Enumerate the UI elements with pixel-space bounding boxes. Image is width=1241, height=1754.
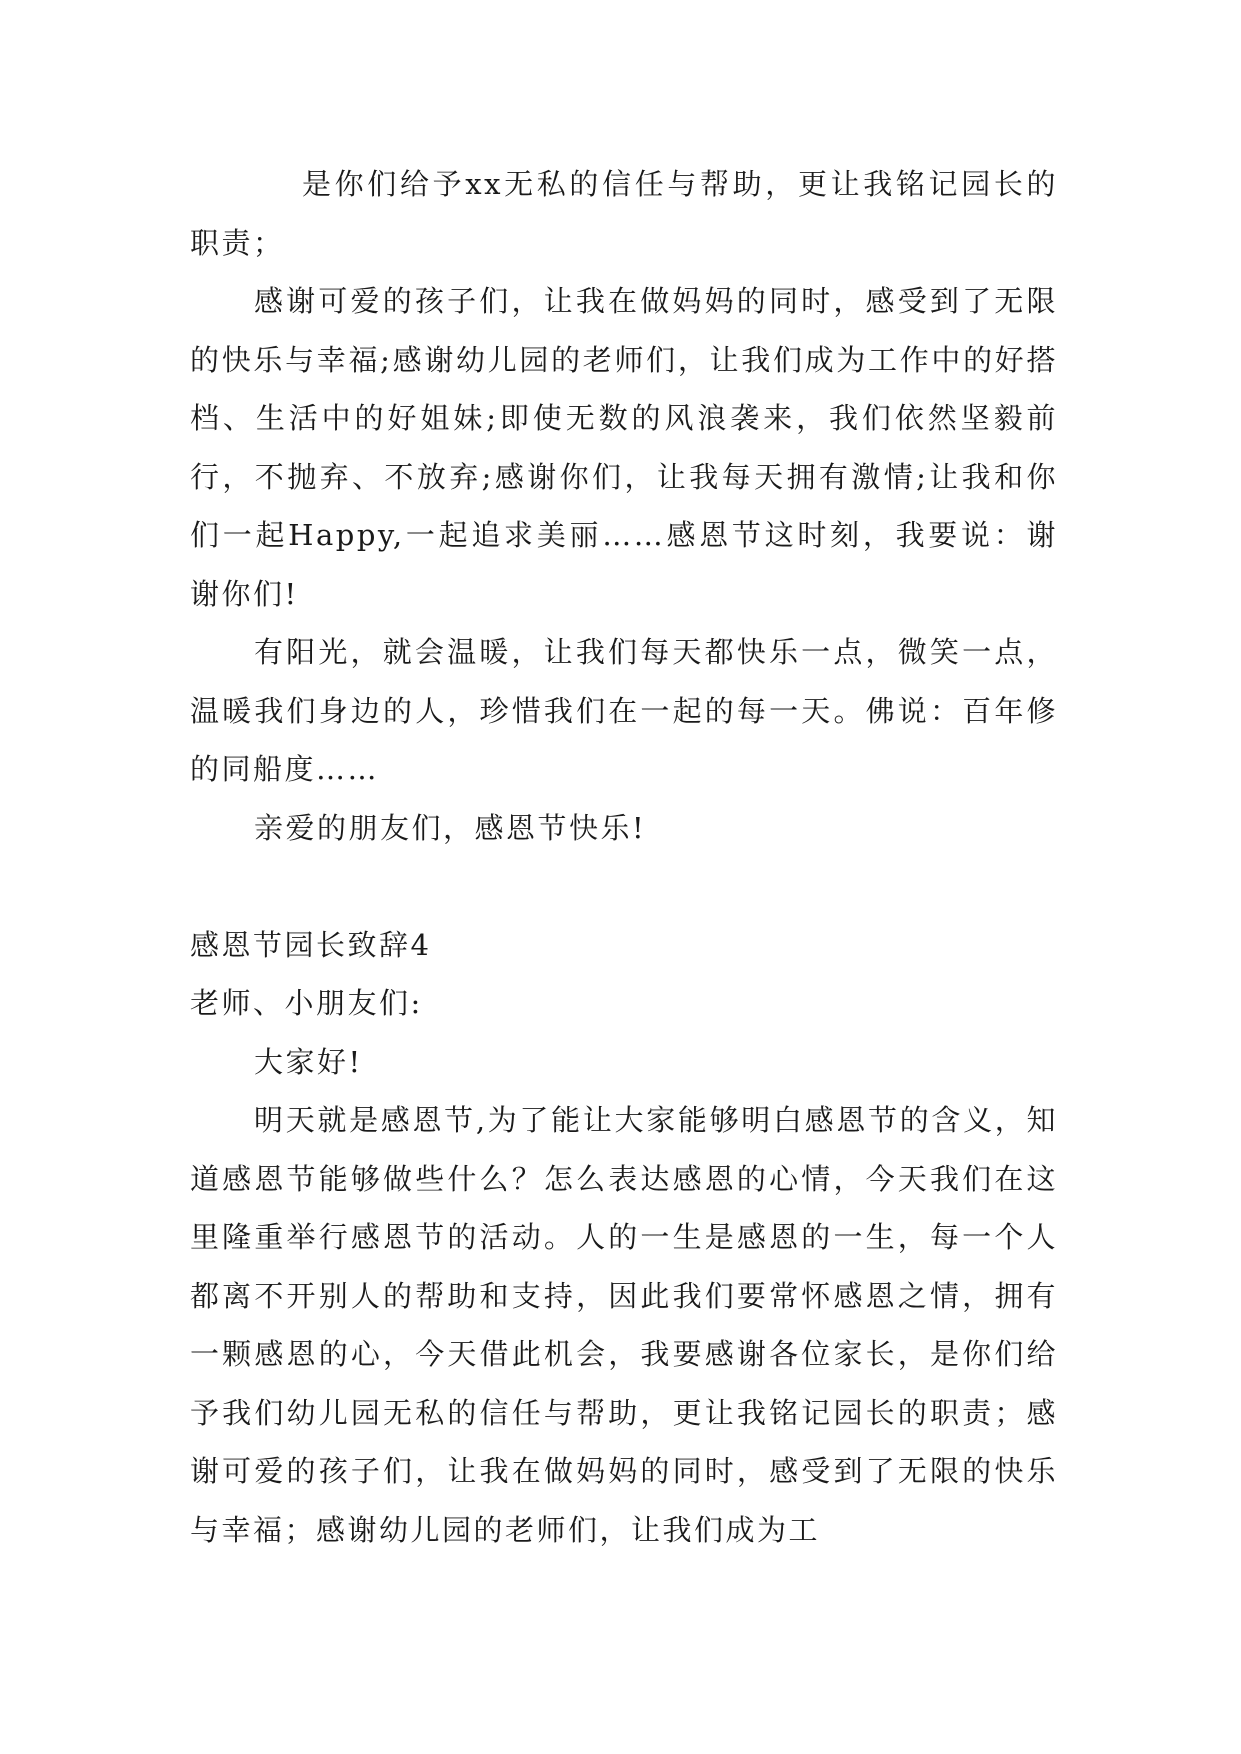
- salutation: 老师、小朋友们:: [190, 986, 423, 1020]
- section-title: 感恩节园长致辞4: [190, 927, 432, 962]
- paragraph-thanks-children: 感谢可爱的孩子们，让我在做妈妈的同时，感受到了无限的快乐与幸福;感谢幼儿园的老师们，让我们成为工作中的好搭档、生活中的好姐妹;即使无数的风浪袭来，我们依然坚毅前行，不抛弃、不放弃;感谢你们，让我每天拥有激情;让我和你们一起Happy,一起追求美丽……感恩节这时刻，我要说：谢谢你们!: [190, 284, 1058, 611]
- section-spacer: [190, 857, 1058, 916]
- paragraph-closing-wish: 亲爱的朋友们，感恩节快乐!: [254, 810, 647, 845]
- greeting: 大家好!: [254, 1044, 363, 1079]
- paragraph-sunshine: 有阳光，就会温暖，让我们每天都快乐一点，微笑一点，温暖我们身边的人，珍惜我们在一起的每一天。佛说：百年修的同船度……: [190, 635, 1058, 786]
- document-body: [190, 155, 1058, 1559]
- paragraph-main-speech: 明天就是感恩节,为了能让大家能够明白感恩节的含义，知道感恩节能够做些什么？怎么表达感恩的心情，今天我们在这里隆重举行感恩节的活动。人的一生是感恩的一生，每一个人都离不开别人的帮助和支持，因此我们要常怀感恩之情，拥有一颗感恩的心，今天借此机会，我要感谢各位家长，是你们给予我们幼儿园无私的信任与帮助，更让我铭记园长的职责；感谢可爱的孩子们，让我在做妈妈的同时，感受到了无限的快乐与幸福；感谢幼儿园的老师们，让我们成为工: [190, 1103, 1058, 1547]
- paragraph-trust: 是你们给予xx无私的信任与帮助，更让我铭记园长的职责；: [190, 167, 1058, 260]
